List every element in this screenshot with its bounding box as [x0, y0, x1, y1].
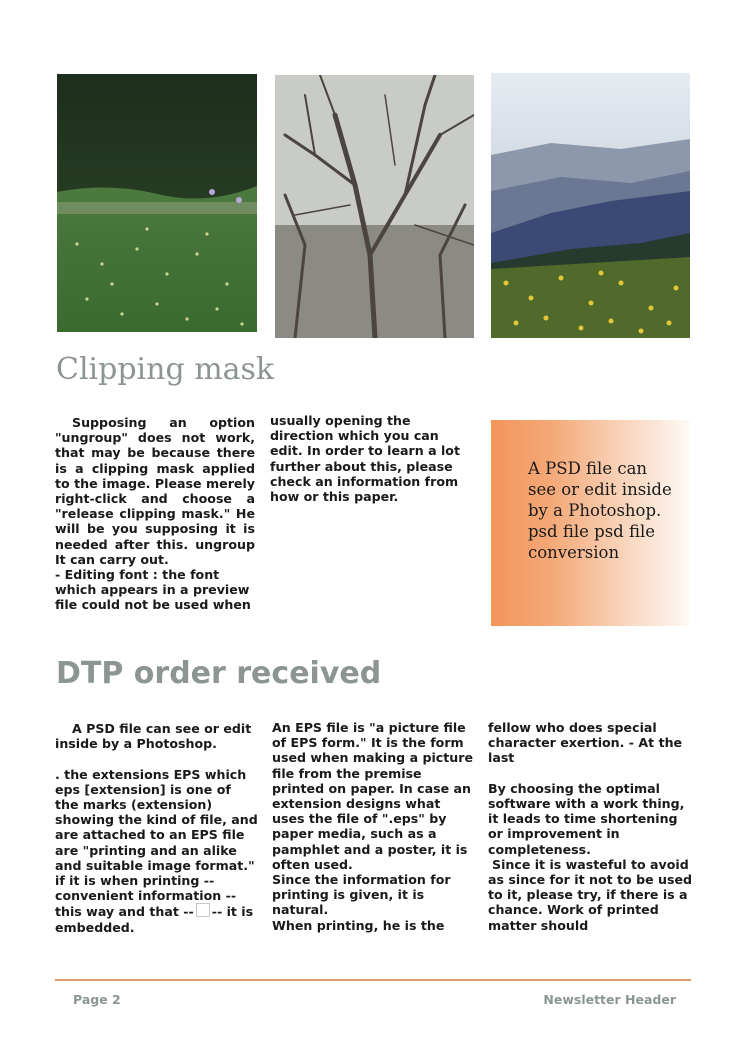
- sidebar-callout-text: A PSD file can see or edit inside by a Photoshop. psd file psd file conversion: [528, 459, 672, 562]
- paragraph: [55, 767, 258, 935]
- paragraph: Supposing an option "ungroup" does not work, that may be because there is a clipping mask applied to the image. Please merely right-click and choose a "release clipping mask." He will be you supposing it is needed after this. ungroup It can carry out.: [55, 415, 255, 567]
- body-column: [270, 413, 475, 504]
- paragraph-text: . the extensions EPS which eps [extension] is one of the marks (extension) showing the kind of file, and are attached to an EPS file are "printing and an alike and suitable image format." if it is when printing -- convenient information -- this way and that --: [55, 766, 258, 920]
- paragraph: fellow who does special character exertion. - At the last: [488, 720, 683, 766]
- paragraph: Since it is wasteful to avoid as since for it not to be used to it, please try, if there is a chance. Work of printed matter should: [488, 856, 693, 933]
- footer-page-number: Page 2: [73, 992, 121, 1007]
- body-column: [55, 721, 258, 935]
- paragraph: - Editing font : the font which appears in a preview file could not be used when: [55, 567, 251, 613]
- section-heading-clipping-mask: Clipping mask: [56, 352, 275, 387]
- mountain-landscape-photo: [491, 73, 690, 338]
- paragraph: A PSD file can see or edit inside by a Photoshop.: [55, 721, 252, 752]
- paragraph-text: -- it is embedded.: [55, 904, 254, 935]
- bare-trees-photo: [275, 75, 474, 338]
- paragraph: When printing, he is the: [272, 917, 445, 933]
- footer-newsletter-header: Newsletter Header: [543, 992, 676, 1007]
- body-column: [488, 720, 694, 933]
- paragraph: An EPS file is "a picture file of EPS form." It is the form used when making a picture file from the premise printed on paper. In case an extension designs what uses the file of ".eps" by paper media, such as a pamphlet and a poster, it is often used.: [272, 720, 473, 872]
- meadow-photo: [57, 74, 257, 332]
- body-column: [272, 720, 474, 933]
- sidebar-callout: [491, 420, 690, 626]
- body-column: [55, 415, 255, 613]
- footer-divider: [55, 979, 691, 981]
- paragraph: By choosing the optimal software with a work thing, it leads to time shortening or improvement in completeness.: [488, 780, 685, 857]
- paragraph: Since the information for printing is given, it is natural.: [272, 872, 451, 918]
- paragraph: usually opening the direction which you can edit. In order to learn a lot further about this, please check an information from how or this paper.: [270, 413, 460, 505]
- placeholder-image-icon: [196, 903, 210, 917]
- section-heading-dtp-order: DTP order received: [56, 656, 382, 691]
